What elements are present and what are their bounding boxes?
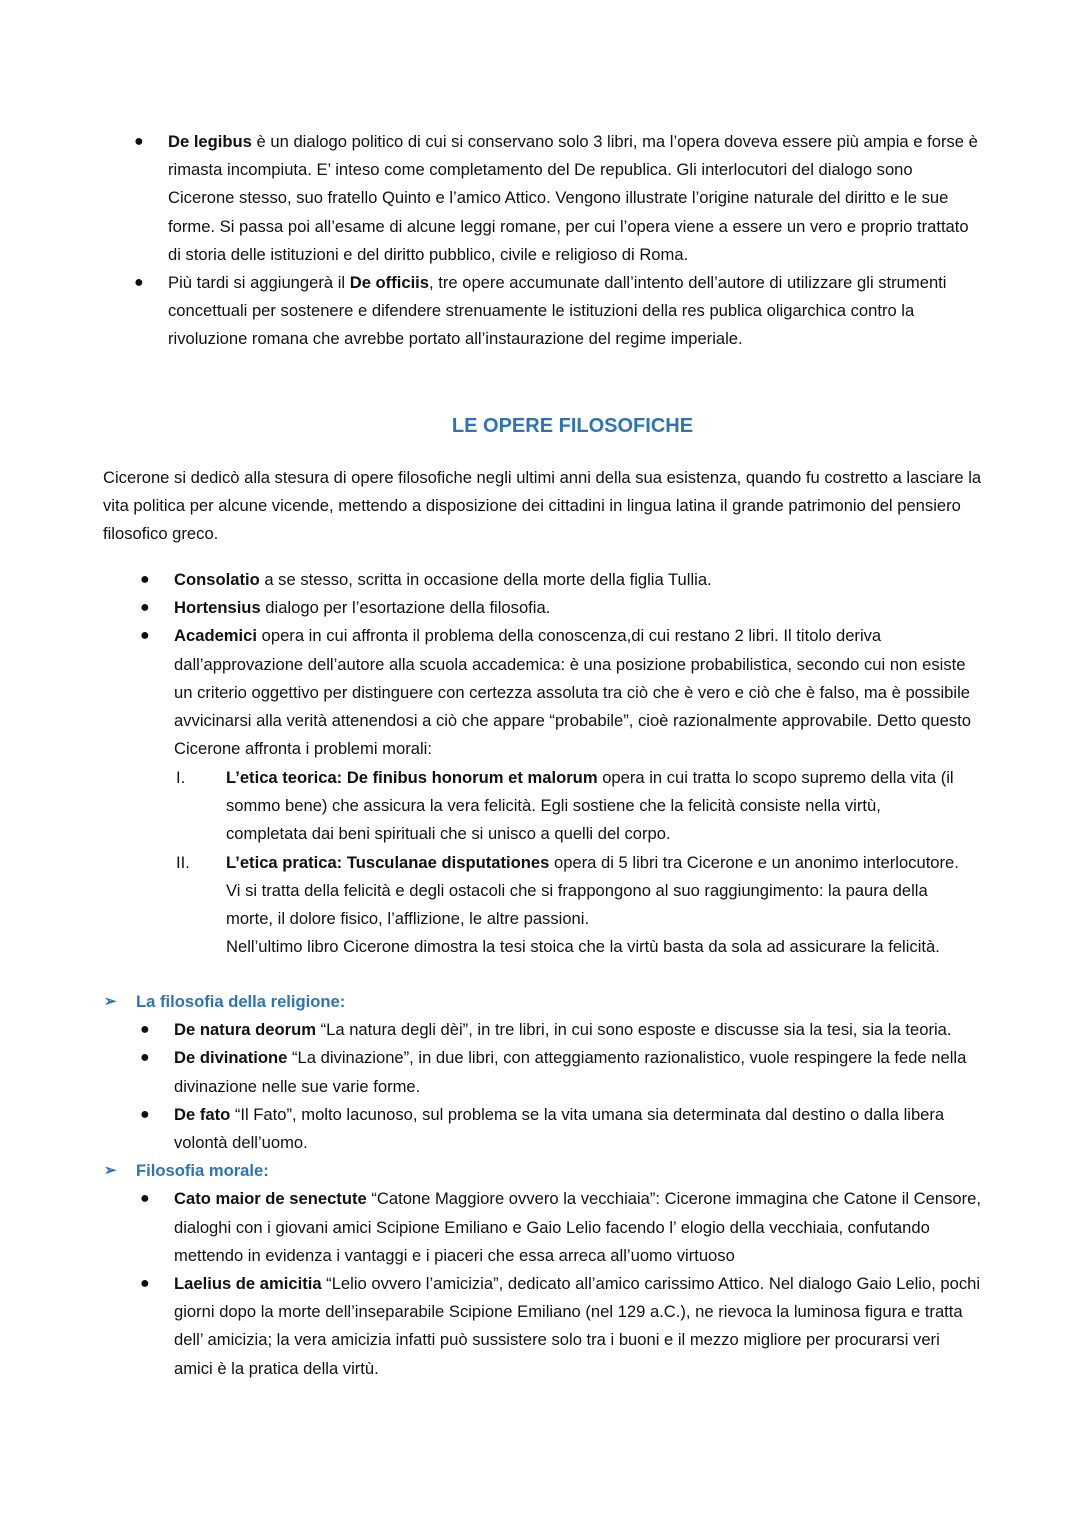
- religion-list: [140, 1016, 981, 1157]
- arrow-bullet-icon: ➢: [104, 1162, 117, 1180]
- item-text: “Catone Maggiore ovvero la vecchiaia”: Cicerone immagina che Catone il Censore, dialoghi con i giovani amici Scipione Emiliano e Gaio Lelio facendo l’ elogio della vecchiaia, confutando mettendo in evidenza i vantaggi e i piaceri che essa arreca all’uomo virtuoso: [174, 1189, 982, 1265]
- bullet-icon: ●: [140, 1105, 150, 1123]
- subsection-heading: La filosofia della religione:: [136, 992, 346, 1011]
- list-item: [140, 594, 979, 622]
- list-item: [140, 1044, 981, 1100]
- list-item: [134, 128, 983, 269]
- roman-numeral: II.: [176, 852, 190, 872]
- list-item: [140, 1185, 982, 1270]
- bullet-icon: ●: [140, 627, 150, 645]
- arrow-bullet-icon: ➢: [104, 993, 117, 1010]
- item-text: a se stesso, scritta in occasione della morte della figlia Tullia.: [259, 570, 712, 589]
- work-title: De divinatione: [174, 1048, 288, 1068]
- bullet-icon: ●: [140, 1275, 150, 1293]
- list-item: [176, 849, 966, 962]
- work-title: Hortensius: [174, 598, 261, 618]
- works-list: [140, 566, 979, 763]
- list-item: [140, 1101, 981, 1157]
- item-text: opera in cui tratta lo scopo supremo della vita (il sommo bene) che assicura la vera felicità. Egli sostiene che la felicità consiste nella virtù, completata dai beni spirituali che si unisco a quelli del corpo.: [226, 768, 954, 844]
- item-text: è un dialogo politico di cui si conservano solo 3 libri, ma l’opera doveva essere più ampia e forse è rimasta incompiuta. E’ inteso come completamento del De republica. Gli interlocutori del dialogo sono Cicerone stesso, suo fratello Quinto e l’amico Attico. Vengono illustrate l’origine naturale del diritto e le sue forme. Si passa poi all’esame di alcune leggi romane, per cui l’opera viene a essere un vero e proprio trattato di storia delle istituzioni e del diritto pubblico, civile e religioso di Roma.: [168, 132, 978, 264]
- item-text: opera di 5 libri tra Cicerone e un anonimo interlocutore. Vi si tratta della felicità e degli ostacoli che si frappongono al suo raggiungimento: la paura della morte, il dolore fisico, l’afflizione, le altre passioni.: [226, 852, 959, 929]
- intro-paragraph: Cicerone si dedicò alla stesura di opere filosofiche negli ultimi anni della sua esistenza, quando fu costretto a lasciare la vita politica per alcune vicende, mettendo a disposizione dei cittadini in lingua latina il grande patrimonio del pensiero filosofico greco.: [103, 468, 982, 544]
- moral-list: [140, 1185, 982, 1382]
- bullet-icon: ●: [140, 599, 150, 617]
- bullet-icon: ●: [140, 571, 150, 588]
- work-title: De fato: [174, 1104, 231, 1124]
- item-text: opera in cui affronta il problema della conoscenza,di cui restano 2 libri. Il titolo deriva dall’approvazione dell’autore alla scuola accademica: è una posizione probabilistica, secondo cui non esiste un criterio oggettivo per distinguere con certezza assoluta tra ciò che è vero e ciò che è falso, ma è possibile avvicinarsi alla verità attenendosi a ciò che appare “probabile”, cioè razionalmente approvabile. Detto questo Cicerone affronta i problemi morali:: [174, 626, 971, 759]
- bullet-icon: ●: [134, 133, 144, 150]
- top-bullet-list: [134, 128, 983, 354]
- item-text: Più tardi si aggiungerà il: [168, 273, 350, 293]
- list-item: [140, 566, 979, 594]
- item-text: “Lelio ovvero l’amicizia”, dedicato all’amico carissimo Attico. Nel dialogo Gaio Lelio, pochi giorni dopo la morte dell’inseparabile Scipione Emiliano (nel 129 a.C.), ne rievoca la luminosa figura e tratta dell’ amicizia; la vera amicizia infatti può sussistere solo tra i buoni e il mezzo migliore per procurarsi veri amici è la pratica della virtù.: [174, 1274, 981, 1378]
- ethics-list: [176, 764, 966, 961]
- bullet-icon: ●: [140, 1021, 150, 1039]
- item-text: “La natura degli dèi”, in tre libri, in cui sono esposte e discusse sia la tesi, sia la teoria.: [316, 1020, 952, 1040]
- item-text: , tre opere accumunate dall’intento dell’autore di utilizzare gli strumenti concettuali per sostenere e difendere strenuamente le istituzioni della res publica oligarchica contro la rivoluzione romana che avrebbe portato all’instaurazione del regime imperiale.: [168, 273, 947, 349]
- list-item: [176, 764, 966, 849]
- work-title: Academici: [174, 626, 258, 646]
- subsection-heading: Filosofia morale:: [136, 1161, 269, 1181]
- item-text: Nell’ultimo libro Cicerone dimostra la tesi stoica che la virtù basta da sola ad assicurare la felicità.: [226, 937, 940, 957]
- list-item: [140, 1016, 981, 1044]
- bullet-icon: ●: [140, 1049, 150, 1067]
- work-title: Laelius de amicitia: [174, 1274, 322, 1294]
- item-text: “Il Fato”, molto lacunoso, sul problema se la vita umana sia determinata dal destino o dalla libera volontà dell’uomo.: [174, 1104, 945, 1153]
- item-text: “La divinazione”, in due libri, con atteggiamento razionalistico, vuole respingere la fede nella divinazione nelle sue varie forme.: [174, 1048, 967, 1096]
- list-item: [140, 1270, 981, 1383]
- work-title: Cato maior de senectute: [174, 1189, 367, 1209]
- work-title: Consolatio: [174, 570, 260, 589]
- work-title: De natura deorum: [174, 1020, 316, 1040]
- list-item: [140, 622, 979, 763]
- work-title: De officiis: [349, 273, 430, 293]
- list-item: [134, 269, 983, 354]
- work-title: L’etica pratica: Tusculanae disputationes: [226, 852, 550, 872]
- bullet-icon: ●: [134, 274, 144, 292]
- item-text: dialogo per l’esortazione della filosofia.: [260, 598, 551, 618]
- roman-numeral: I.: [176, 768, 186, 787]
- religion-section: [104, 988, 982, 1383]
- section-title: LE OPERE FILOSOFICHE: [451, 415, 694, 437]
- bullet-icon: ●: [140, 1190, 150, 1208]
- work-title: L’etica teorica: De finibus honorum et malorum: [226, 768, 598, 787]
- work-title: De legibus: [168, 132, 252, 151]
